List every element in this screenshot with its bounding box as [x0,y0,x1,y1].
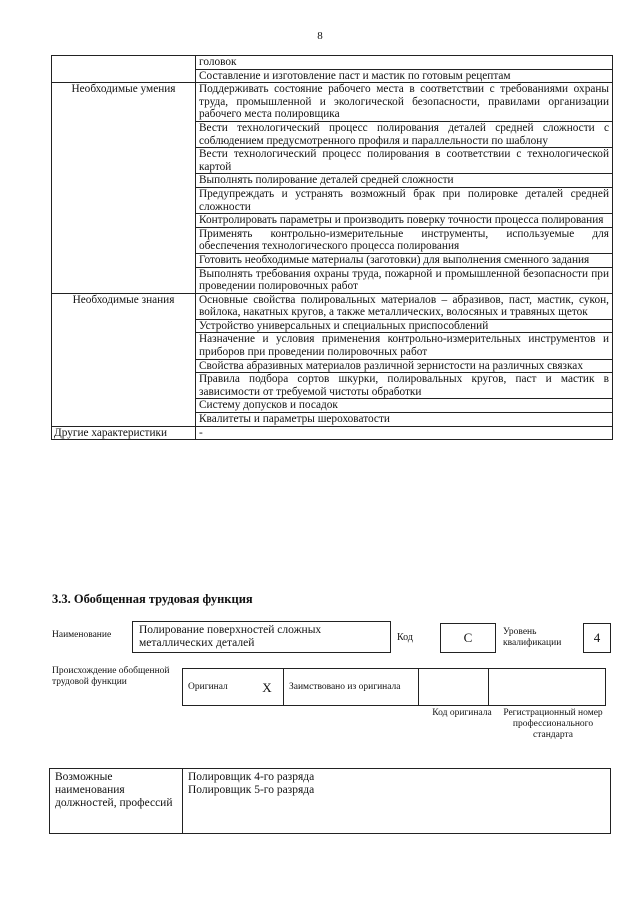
table-row [52,56,613,70]
reg-number-label: Регистрационный номер профессионального стандарта [503,708,603,740]
table-row [183,669,606,706]
table-cell: - [196,426,613,440]
original-mark: X [251,669,284,706]
table-row [50,769,611,834]
table-cell: Вести технологический процесс полирования в соответствии с технологической картой [196,148,613,174]
table-cell: Готовить необходимые материалы (заготовки) для выполнения сменного задания [196,253,613,267]
origin-label: Происхождение обобщенной трудовой функции [52,666,170,687]
table-cell: Выполнять полирование деталей средней сложности [196,174,613,188]
table-cell: Поддерживать состояние рабочего места в соответствии с требованиями охраны труда, промышленной и экологической безопасности, правилами организации рабочего места полировщика [196,83,613,122]
level-label: Уровень квалификации [503,627,562,648]
table-cell: Выполнять требования охраны труда, пожарной и промышленной безопасности при проведении полировочных работ [196,267,613,293]
table-cell: Свойства абразивных материалов различной зернистости на различных связках [196,359,613,373]
row-label-knowledge: Необходимые знания [52,293,196,426]
section-title: 3.3. Обобщенная трудовая функция [52,592,253,606]
table-cell: головок [196,56,613,70]
table-cell: Квалитеты и параметры шероховатости [196,413,613,427]
table-cell: Составление и изготовление паст и мастик по готовым рецептам [196,69,613,83]
positions-label: Возможные наименования должностей, профессий [50,769,183,834]
table-row [52,293,613,319]
positions-table [49,768,611,834]
row-label-other: Другие характеристики [52,426,196,440]
original-label: Оригинал [183,669,252,706]
table-cell: Правила подбора сортов шкурки, полировальных кругов, паст и мастик в зависимости от требуемой чистоты обработки [196,373,613,399]
table-cell: Устройство универсальных и специальных приспособлений [196,319,613,333]
code-box: C [440,623,496,653]
page-number: 8 [317,30,323,42]
table-cell: Контролировать параметры и производить поверку точности процесса полирования [196,214,613,228]
borrowed-label: Заимствовано из оригинала [284,669,419,706]
name-label: Наименование [52,630,112,640]
table-cell: Предупреждать и устранять возможный брак при полировке деталей средней сложности [196,187,613,213]
code-label: Код [397,632,413,643]
position-item: Полировщик 4-го разряда [188,771,315,783]
table-cell: Систему допусков и посадок [196,399,613,413]
table-row [52,83,613,122]
code-original-label: Код оригинала [432,708,492,718]
row-label [52,56,196,83]
reg-number-cell [489,669,606,706]
positions-values [183,769,611,834]
table-cell: Применять контрольно-измерительные инструменты, используемые для обеспечения технологического процесса полирования [196,227,613,253]
skills-knowledge-table [51,55,613,440]
row-label-skills: Необходимые умения [52,83,196,294]
level-box: 4 [583,623,611,653]
code-original-cell [419,669,489,706]
table-cell: Вести технологический процесс полирования деталей средней сложности с соблюдением предусмотренного профиля и параллельности по шаблону [196,121,613,147]
origin-table [182,668,606,706]
table-cell: Основные свойства полировальных материалов – абразивов, паст, мастик, сукон, войлока, накатных кругов, а также металлических, волосяных и травяных щеток [196,293,613,319]
position-item: Полировщик 5-го разряда [188,784,315,796]
table-cell: Назначение и условия применения контрольно-измерительных инструментов и приборов при проведении полировочных работ [196,333,613,359]
function-name-box: Полирование поверхностей сложных металлических деталей [132,621,391,653]
table-row [52,426,613,440]
